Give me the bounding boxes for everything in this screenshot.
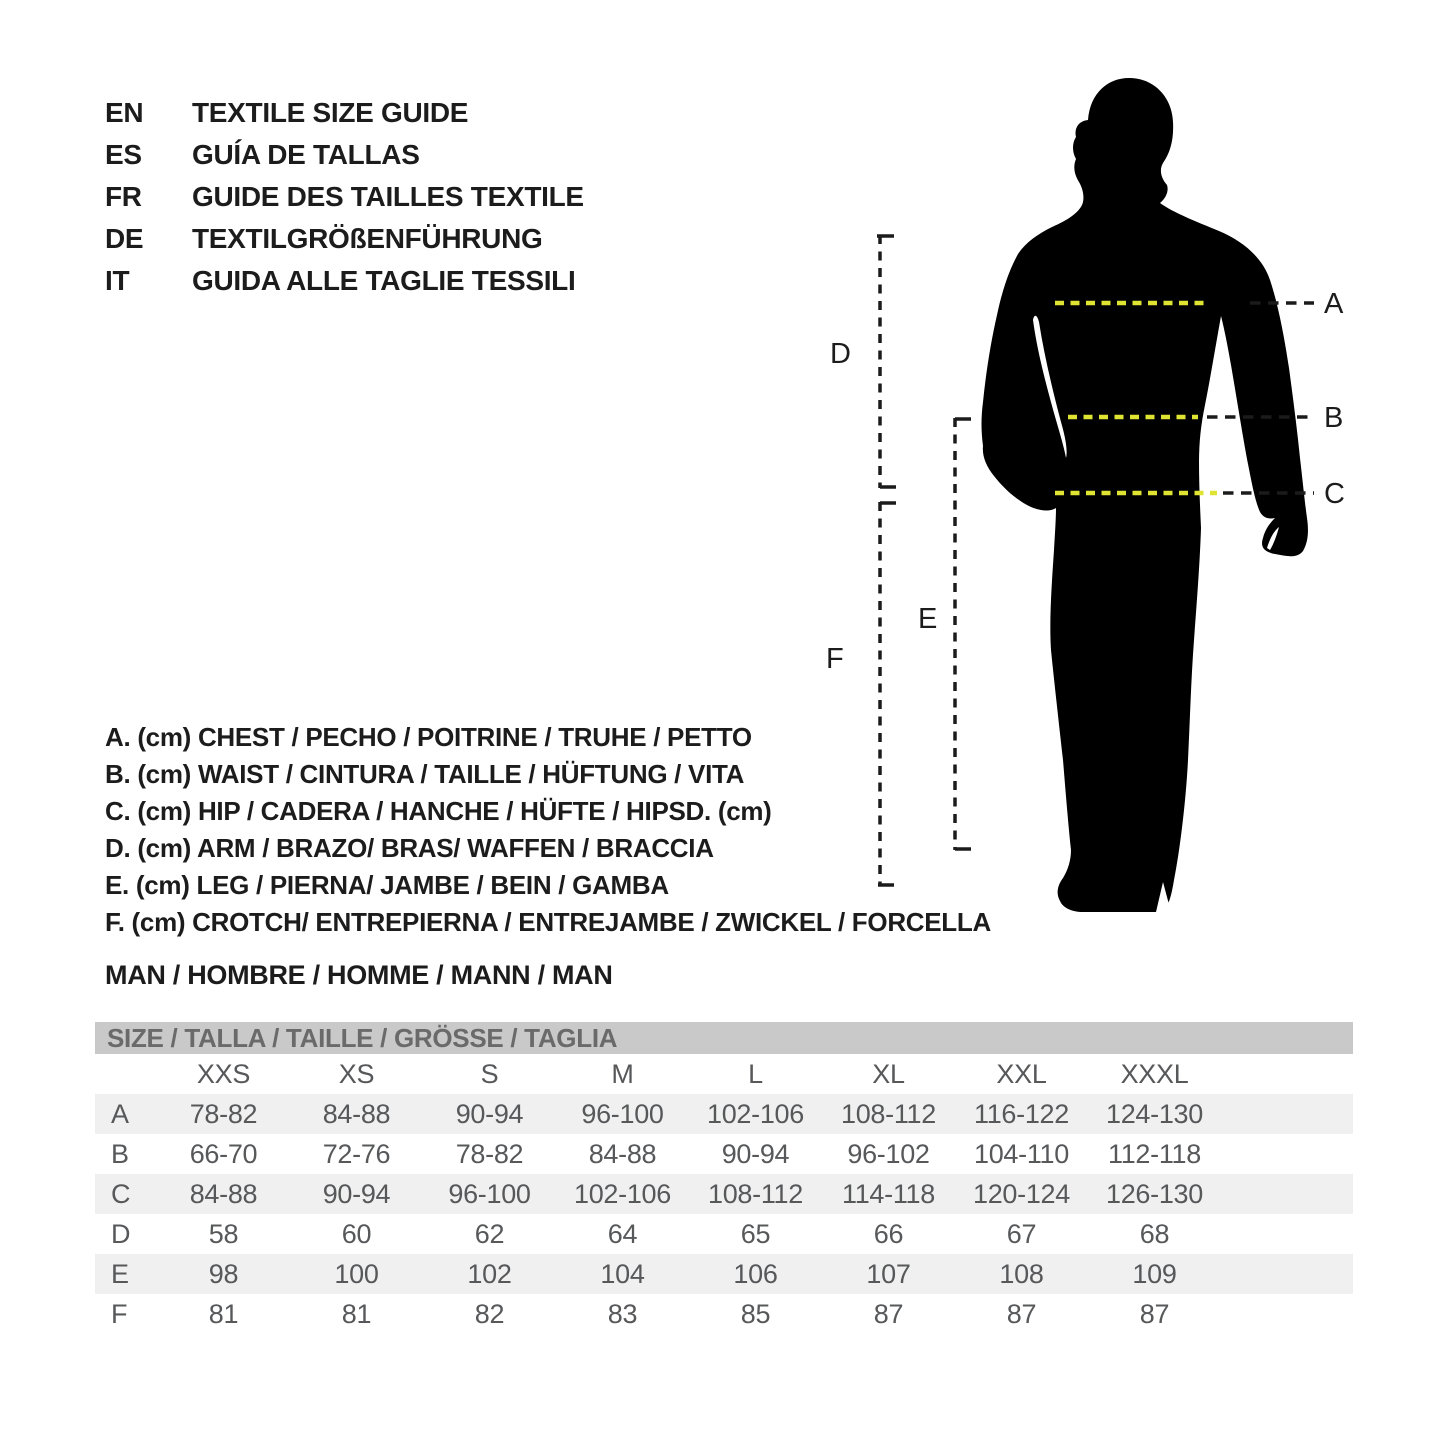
cell: 124-130	[1106, 1099, 1203, 1129]
label-waist-B: B	[1324, 402, 1344, 434]
guide-title-en: TEXTILE SIZE GUIDE	[192, 97, 469, 128]
cell: 90-94	[721, 1139, 790, 1169]
cell: 84-88	[322, 1099, 391, 1129]
cell: 109	[1132, 1259, 1177, 1289]
row-label: C	[111, 1179, 131, 1209]
label-chest-A: A	[1324, 288, 1344, 320]
cell: 108	[999, 1259, 1044, 1289]
cell: 64	[607, 1219, 638, 1249]
guide-title-it: GUIDA ALLE TAGLIE TESSILI	[192, 265, 576, 296]
legend-line-crotch: F. (cm) CROTCH/ ENTREPIERNA / ENTREJAMBE / ZWICKEL / FORCELLA	[105, 907, 991, 937]
gender-line: MAN / HOMBRE / HOMME / MANN / MAN	[105, 960, 613, 990]
language-code: EN	[105, 97, 144, 128]
cell: 78-82	[189, 1099, 258, 1129]
cell: 87	[1006, 1299, 1037, 1329]
cell: 112-118	[1108, 1139, 1201, 1169]
language-row-de	[105, 218, 584, 260]
label-arm-D: D	[830, 338, 851, 370]
table-row-D	[95, 1214, 1353, 1254]
cell: 87	[873, 1299, 904, 1329]
table-row-A	[95, 1094, 1353, 1134]
row-label: F	[111, 1299, 128, 1329]
language-row-es	[105, 134, 584, 176]
column-header-xxxl: XXXL	[1120, 1059, 1189, 1089]
column-header-s: S	[480, 1059, 499, 1089]
cell: 108-112	[841, 1099, 936, 1129]
cell: 60	[341, 1219, 372, 1249]
legend-line-waist: B. (cm) WAIST / CINTURA / TAILLE / HÜFTUNG / VITA	[105, 759, 745, 789]
man-figure-svg	[820, 60, 1380, 960]
legend-line-hip: C. (cm) HIP / CADERA / HANCHE / HÜFTE / HIPSD. (cm)	[105, 796, 772, 826]
cell: 102-106	[707, 1099, 804, 1129]
guide-title-de: TEXTILGRÖßENFÜHRUNG	[192, 223, 543, 254]
cell: 106	[733, 1259, 778, 1289]
column-header-xs: XS	[338, 1059, 375, 1089]
column-header-xxl: XXL	[996, 1059, 1047, 1089]
cell: 96-100	[581, 1099, 664, 1129]
column-header-xxs: XXS	[196, 1059, 251, 1089]
row-label: D	[111, 1219, 131, 1249]
size-table-corner	[95, 1054, 157, 1094]
man-silhouette	[982, 78, 1308, 912]
row-label: B	[111, 1139, 129, 1169]
language-title-block	[105, 92, 584, 302]
guide-title-es: GUÍA DE TALLAS	[192, 139, 420, 170]
cell: 66-70	[189, 1139, 258, 1169]
cell: 83	[607, 1299, 638, 1329]
cell: 116-122	[974, 1099, 1069, 1129]
table-row-C	[95, 1174, 1353, 1214]
cell: 90-94	[455, 1099, 524, 1129]
cell: 120-124	[973, 1179, 1070, 1209]
table-row-E	[95, 1254, 1353, 1294]
cell: 82	[474, 1299, 505, 1329]
cell: 66	[873, 1219, 904, 1249]
cell: 90-94	[322, 1179, 391, 1209]
cell: 102	[467, 1259, 512, 1289]
guide-title-fr: GUIDE DES TAILLES TEXTILE	[192, 181, 584, 212]
column-header-l: L	[748, 1059, 763, 1089]
cell: 126-130	[1106, 1179, 1203, 1209]
cell: 114-118	[842, 1179, 935, 1209]
table-row-B	[95, 1134, 1353, 1174]
cell: 62	[474, 1219, 505, 1249]
cell: 78-82	[455, 1139, 524, 1169]
column-header-m: M	[611, 1059, 634, 1089]
legend-line-chest: A. (cm) CHEST / PECHO / POITRINE / TRUHE / PETTO	[105, 722, 752, 752]
language-code: ES	[105, 139, 142, 170]
label-leg-E: E	[918, 603, 938, 635]
cell: 67	[1006, 1219, 1037, 1249]
column-header-xl: XL	[872, 1059, 905, 1089]
cell: 65	[740, 1219, 771, 1249]
row-label: E	[111, 1259, 129, 1289]
language-code: FR	[105, 181, 142, 212]
cell: 96-102	[847, 1139, 930, 1169]
size-table	[95, 1022, 1353, 1334]
language-code: DE	[105, 223, 144, 254]
cell: 104	[600, 1259, 645, 1289]
cell: 107	[866, 1259, 911, 1289]
cell: 100	[334, 1259, 379, 1289]
size-table-title: SIZE / TALLA / TAILLE / GRÖSSE / TAGLIA	[95, 1022, 1353, 1054]
cell: 108-112	[708, 1179, 803, 1209]
label-crotch-F: F	[826, 643, 844, 675]
cell: 87	[1139, 1299, 1170, 1329]
cell: 84-88	[588, 1139, 657, 1169]
language-row-fr	[105, 176, 584, 218]
legend-line-leg: E. (cm) LEG / PIERNA/ JAMBE / BEIN / GAMBA	[105, 870, 669, 900]
cell: 104-110	[974, 1139, 1069, 1169]
cell: 81	[341, 1299, 372, 1329]
cell: 102-106	[574, 1179, 671, 1209]
size-table-header-row	[95, 1054, 1353, 1094]
language-code: IT	[105, 265, 130, 296]
cell: 68	[1139, 1219, 1170, 1249]
measurement-diagram	[820, 60, 1380, 960]
cell: 98	[208, 1259, 239, 1289]
row-label: A	[111, 1099, 129, 1129]
table-row-F	[95, 1294, 1353, 1334]
cell: 96-100	[448, 1179, 531, 1209]
language-row-it	[105, 260, 584, 302]
cell: 85	[740, 1299, 771, 1329]
label-hip-C: C	[1324, 478, 1345, 510]
cell: 58	[208, 1219, 239, 1249]
cell: 84-88	[189, 1179, 258, 1209]
language-row-en	[105, 92, 584, 134]
legend-line-arm: D. (cm) ARM / BRAZO/ BRAS/ WAFFEN / BRACCIA	[105, 833, 714, 863]
cell: 72-76	[322, 1139, 391, 1169]
cell: 81	[208, 1299, 239, 1329]
